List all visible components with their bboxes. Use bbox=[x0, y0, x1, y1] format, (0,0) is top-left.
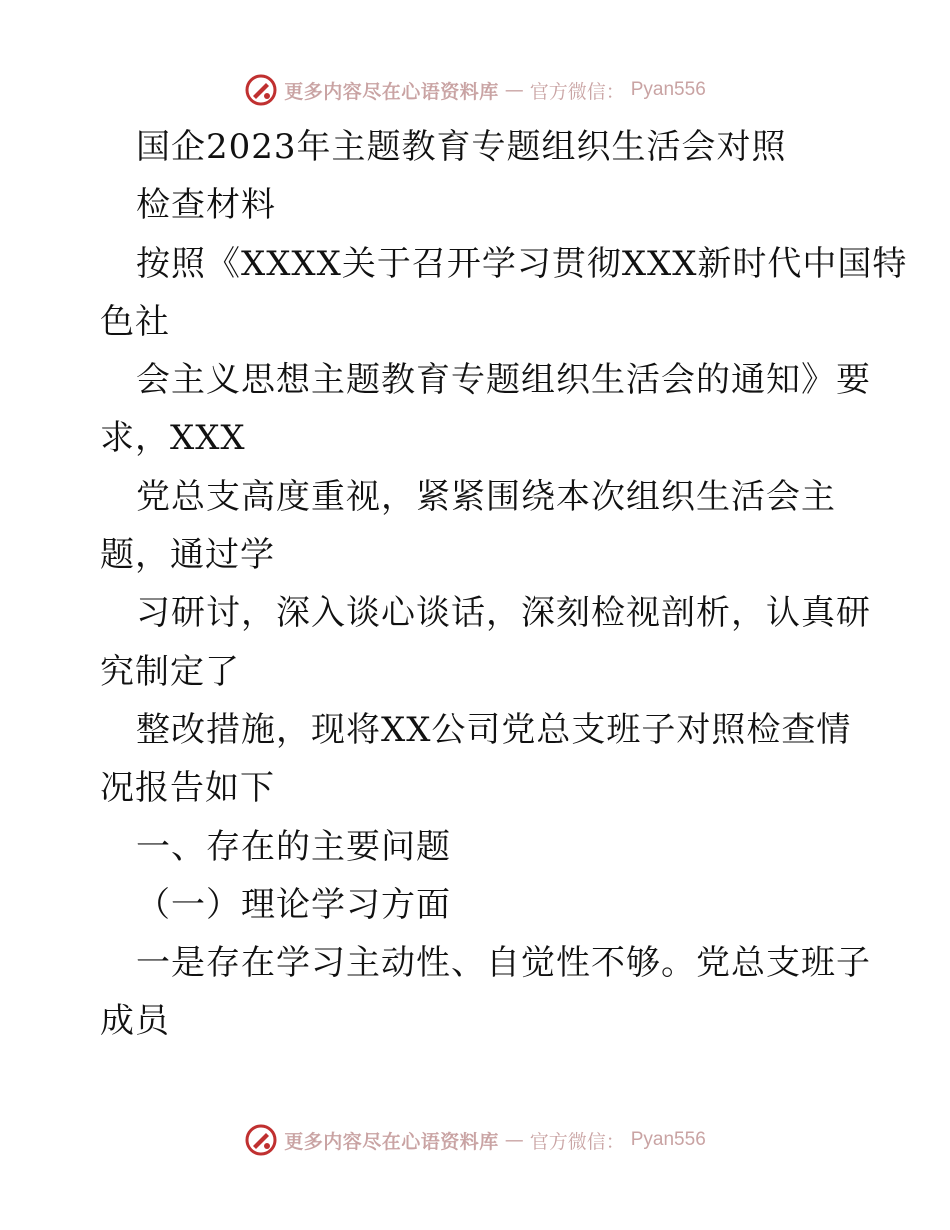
doc-line: 求，XXX bbox=[100, 418, 246, 459]
watermark-code: Pyan556 bbox=[630, 79, 706, 100]
watermark-label: 官方微信： bbox=[529, 1130, 625, 1153]
doc-line: 国企2023年主题教育专题组织生活会对照 bbox=[136, 127, 787, 167]
header-watermark bbox=[0, 70, 950, 110]
watermark-main-text: 更多内容尽在心语资料库 bbox=[284, 1130, 499, 1153]
doc-line: 习研讨，深入谈心谈话，深刻检视剖析，认真研 bbox=[136, 593, 871, 634]
watermark-main-text: 更多内容尽在心语资料库 bbox=[284, 80, 499, 103]
watermark-label: 官方微信： bbox=[529, 80, 625, 103]
doc-line: 究制定了 bbox=[100, 651, 240, 692]
watermark-dash: — bbox=[504, 79, 524, 101]
doc-line: 整改措施，现将XX公司党总支班子对照检查情 bbox=[136, 709, 852, 750]
document-body bbox=[100, 118, 908, 1051]
doc-line: 一是存在学习主动性、自觉性不够。党总支班子 bbox=[136, 943, 871, 984]
doc-line: 色社 bbox=[100, 301, 170, 342]
section-heading: 一、存在的主要问题 bbox=[136, 826, 451, 867]
doc-line: 题，通过学 bbox=[100, 535, 275, 576]
footer-watermark bbox=[0, 1120, 950, 1160]
doc-line: 成员 bbox=[100, 1001, 170, 1042]
subsection-heading: （一）理论学习方面 bbox=[136, 884, 451, 925]
watermark-dash: — bbox=[504, 1129, 524, 1151]
doc-line: 党总支高度重视，紧紧围绕本次组织生活会主 bbox=[136, 476, 836, 517]
brand-logo-icon bbox=[244, 1123, 278, 1157]
doc-line: 检查材料 bbox=[136, 185, 276, 226]
watermark-code: Pyan556 bbox=[630, 1129, 706, 1150]
doc-line: 按照《XXXX关于召开学习贯彻XXX新时代中国特 bbox=[136, 243, 908, 284]
brand-logo-icon bbox=[244, 73, 278, 107]
doc-line: 会主义思想主题教育专题组织生活会的通知》要 bbox=[136, 360, 871, 401]
doc-line: 况报告如下 bbox=[100, 768, 275, 809]
